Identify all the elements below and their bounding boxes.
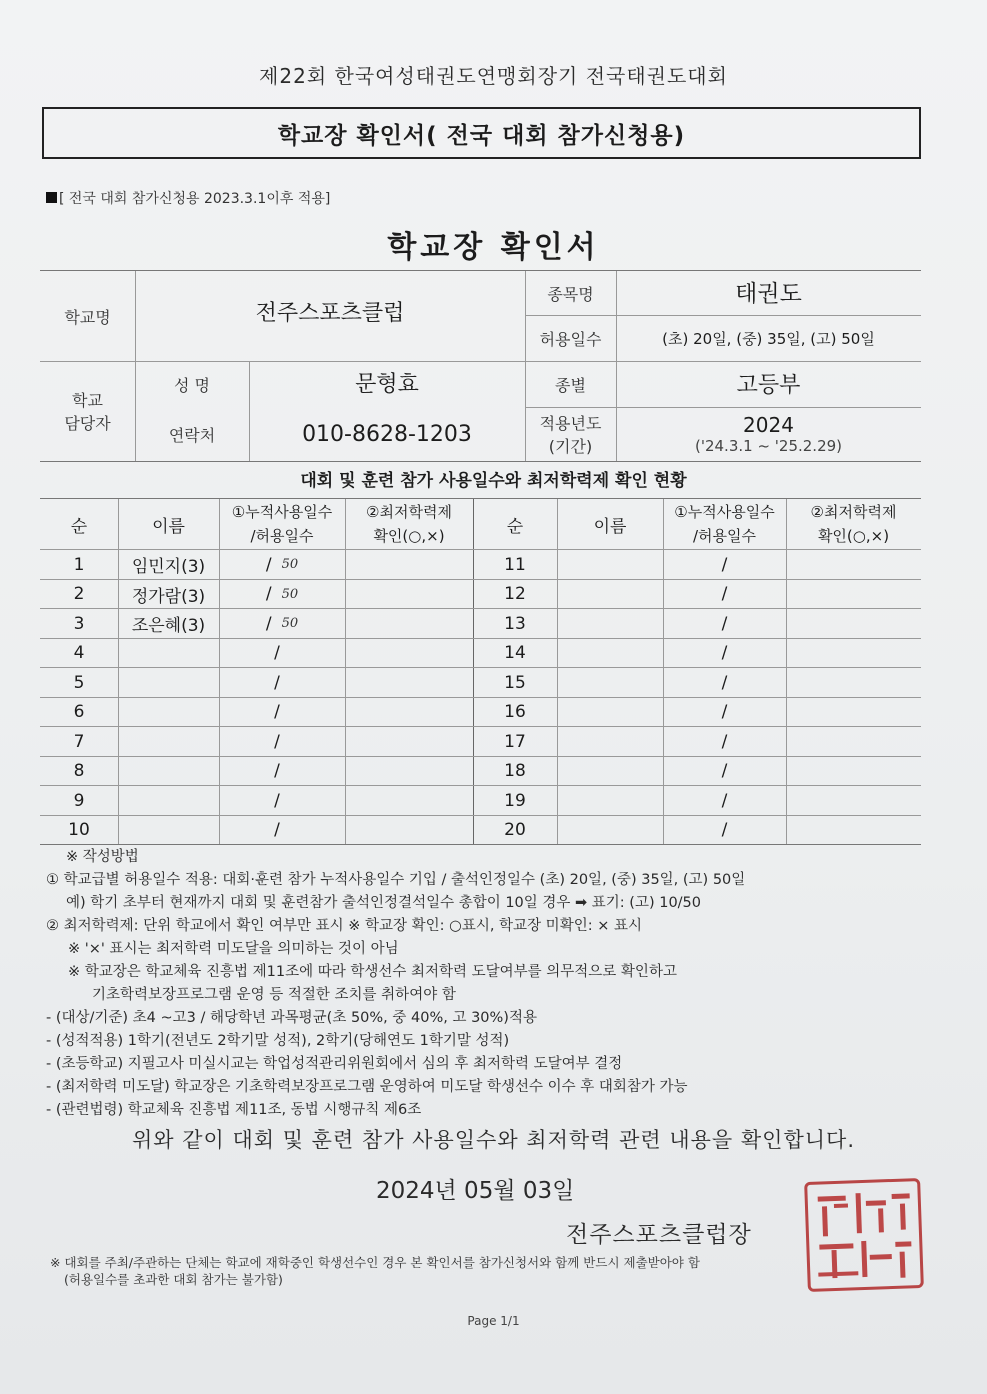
student-name	[118, 639, 219, 669]
days-cell	[219, 668, 345, 698]
form-title-box	[42, 107, 921, 159]
days-cell-text: /	[721, 554, 728, 575]
contact-label: 연락처	[168, 425, 216, 445]
row-number-text: 7	[73, 731, 85, 752]
days-cell-text: /	[274, 672, 280, 693]
year-value-period: ('24.3.1 ~ '25.2.29)	[694, 437, 843, 455]
days-cell-text: /	[274, 643, 280, 664]
year-value	[616, 407, 921, 461]
min-academic-cell	[345, 816, 473, 846]
student-name	[557, 550, 663, 580]
days-cell-text: /	[721, 702, 728, 723]
days-cell	[219, 580, 345, 610]
table-row	[40, 756, 921, 787]
event-name: 제22회 한국여성태권도연맹회장기 전국태권도대회	[259, 64, 728, 88]
table-row	[40, 815, 921, 846]
min-academic-cell	[786, 757, 921, 787]
records-heading: 대회 및 훈련 참가 사용일수와 최저학력제 확인 현황	[300, 471, 687, 491]
row-number	[473, 786, 557, 816]
note-7: - (초등학교) 지필고사 미실시교는 학업성적관리위원회에서 심의 후 최저학력 도달여부 결정	[46, 1056, 623, 1072]
row-number	[473, 727, 557, 757]
row-number	[473, 757, 557, 787]
row-number	[40, 550, 118, 580]
sport-value: 태권도	[735, 280, 802, 307]
days-cell	[663, 550, 786, 580]
student-name	[557, 816, 663, 846]
student-name	[118, 609, 219, 639]
table-row	[40, 638, 921, 669]
row-number	[40, 698, 118, 728]
min-academic-cell	[345, 639, 473, 669]
note-9: - (관련법령) 학교체육 진흥법 제11조, 동법 시행규칙 제6조	[46, 1102, 422, 1118]
row-number	[40, 786, 118, 816]
note-2: ② 최저학력제: 단위 학교에서 확인 여부만 표시 ※ 학교장 확인: ○표시, 학교장 미확인: × 표시	[46, 918, 642, 934]
min-academic-cell	[786, 550, 921, 580]
days-cell-text: /	[274, 790, 280, 811]
table-row	[40, 549, 921, 580]
days-cell	[219, 550, 345, 580]
days-cell	[663, 609, 786, 639]
days-cell-text: /	[274, 761, 280, 782]
days-cell-text: /	[265, 584, 272, 605]
min-academic-cell	[786, 727, 921, 757]
days-cell-text: /	[274, 820, 280, 841]
col-header-name-right: 이름	[593, 516, 627, 537]
confirmation-statement: 위와 같이 대회 및 훈련 참가 사용일수와 최저학력 관련 내용을 확인합니다.	[131, 1128, 855, 1152]
manager-label-line2: 담당자	[64, 414, 111, 433]
days-cell	[663, 727, 786, 757]
student-name	[118, 727, 219, 757]
note-8: - (최저학력 미도달) 학교장은 기초학력보장프로그램 운영하여 미도달 학생선수 이수 후 대회참가 가능	[46, 1079, 688, 1095]
allowed-days-value: (초) 20일, (중) 35일, (고) 50일	[662, 329, 875, 348]
days-cell-text: /	[721, 584, 728, 605]
manager-label-line1: 학교	[72, 391, 103, 410]
days-cell	[219, 639, 345, 669]
division-label: 종별	[555, 375, 586, 395]
row-number	[473, 580, 557, 610]
col-header-min-line1: ②최저학력제	[810, 503, 897, 521]
name-value: 문형효	[355, 371, 419, 397]
col-header-min-left	[345, 499, 473, 549]
notes-title: ※ 작성방법	[66, 849, 139, 865]
student-name	[118, 550, 219, 580]
row-number-text: 18	[504, 761, 526, 782]
days-cell-text: /	[274, 731, 280, 752]
note-1: ① 학교급별 허용일수 적용: 대회·훈련 참가 누적사용일수 기입 / 출석인정일수 (초) 20일, (중) 35일, (고) 50일	[46, 872, 746, 888]
student-name	[557, 698, 663, 728]
min-academic-cell	[345, 550, 473, 580]
student-name	[118, 816, 219, 846]
col-header-min-line2: 확인(○,×)	[373, 527, 445, 545]
sport-label: 종목명	[547, 284, 594, 304]
days-cell	[663, 639, 786, 669]
min-academic-cell	[786, 668, 921, 698]
col-header-days-line1: ①누적사용일수	[231, 503, 333, 521]
year-label-line2: (기간)	[548, 437, 593, 456]
row-number	[40, 757, 118, 787]
col-header-min-line2: 확인(○,×)	[817, 527, 890, 545]
row-number	[473, 668, 557, 698]
col-header-min-right	[786, 499, 921, 549]
min-academic-cell	[345, 609, 473, 639]
signer-name: 전주스포츠클럽장	[566, 1222, 752, 1248]
name-label: 성 명	[174, 375, 210, 395]
min-academic-cell	[786, 786, 921, 816]
table-row	[40, 608, 921, 639]
row-number-text: 20	[504, 820, 526, 841]
row-number-text: 16	[504, 702, 526, 723]
note-3: ※ '×' 표시는 최저학력 미도달을 의미하는 것이 아님	[68, 941, 399, 957]
student-name	[118, 698, 219, 728]
manager-label	[40, 361, 135, 461]
note-4: ※ 학교장은 학교체육 진흥법 제11조에 따라 학생선수 최저학력 도달여부를 의무적으로 확인하고	[68, 964, 677, 980]
student-name	[557, 668, 663, 698]
student-name-text: 임민지(3)	[131, 557, 206, 578]
student-name	[557, 727, 663, 757]
days-cell	[219, 727, 345, 757]
student-name	[557, 639, 663, 669]
days-cell-text: /	[274, 702, 280, 723]
footer-line-2: (허용일수를 초과한 대회 참가는 불가함)	[64, 1272, 283, 1287]
student-name-text: 정가람(3)	[131, 586, 206, 607]
row-number-text: 8	[73, 761, 85, 782]
note-5: - (대상/기준) 초4 ~고3 / 해당학년 과목평균(초 50%, 중 40%, 고 30%)적용	[46, 1010, 537, 1026]
days-cell-text: /	[721, 731, 728, 752]
days-cell-text: /	[721, 643, 728, 664]
student-name	[557, 786, 663, 816]
days-cell	[663, 816, 786, 846]
footer-note	[50, 1254, 700, 1288]
table-row	[40, 785, 921, 816]
records-table	[40, 498, 921, 845]
min-academic-cell	[786, 580, 921, 610]
days-cell	[219, 816, 345, 846]
handwritten-allowed-days: 50	[281, 586, 299, 602]
handwritten-allowed-days: 50	[281, 616, 299, 632]
usage-note	[46, 188, 330, 208]
days-cell-text: /	[721, 820, 728, 841]
row-number	[473, 816, 557, 846]
row-number-text: 13	[504, 613, 526, 634]
days-cell-text: /	[265, 554, 272, 575]
days-cell	[663, 757, 786, 787]
contact-value: 010-8628-1203	[302, 421, 472, 447]
writing-instructions	[46, 846, 745, 1122]
row-number	[473, 639, 557, 669]
col-header-days-line2: /허용일수	[692, 527, 756, 545]
days-cell	[219, 757, 345, 787]
row-number	[40, 727, 118, 757]
col-header-days-line1: ①누적사용일수	[674, 503, 775, 521]
student-name	[557, 609, 663, 639]
row-number-text: 15	[504, 672, 526, 693]
days-cell-text: /	[721, 761, 728, 782]
min-academic-cell	[345, 757, 473, 787]
row-number	[40, 639, 118, 669]
issue-date: 2024년 05월 03일	[376, 1178, 575, 1204]
days-cell	[663, 698, 786, 728]
col-header-min-line1: ②최저학력제	[366, 503, 452, 521]
min-academic-cell	[786, 698, 921, 728]
row-number-text: 5	[73, 672, 85, 693]
school-value: 전주스포츠클럽	[255, 300, 405, 326]
school-label: 학교명	[64, 307, 111, 327]
year-label	[525, 407, 616, 461]
note-4-cont: 기초학력보장프로그램 운영 등 적절한 조치를 취하여야 함	[92, 987, 456, 1003]
row-number-text: 12	[504, 584, 526, 605]
row-number-text: 2	[73, 584, 85, 605]
official-seal-stamp	[804, 1178, 924, 1292]
row-number-text: 9	[73, 790, 85, 811]
note-6: - (성적적용) 1학기(전년도 2학기말 성적), 2학기(당해연도 1학기말 성적)	[46, 1033, 510, 1049]
table-row	[40, 726, 921, 757]
min-academic-cell	[345, 580, 473, 610]
row-number	[40, 668, 118, 698]
col-header-no-left: 순	[70, 516, 88, 537]
student-name	[118, 580, 219, 610]
division-value: 고등부	[736, 372, 801, 398]
row-number	[473, 550, 557, 580]
row-number-text: 14	[504, 643, 526, 664]
min-academic-cell	[786, 816, 921, 846]
days-cell-text: /	[721, 672, 728, 693]
allowed-days-label: 허용일수	[539, 329, 602, 349]
handwritten-allowed-days: 50	[281, 557, 299, 573]
days-cell-text: /	[721, 790, 728, 811]
min-academic-cell	[345, 727, 473, 757]
min-academic-cell	[345, 668, 473, 698]
row-number	[40, 609, 118, 639]
col-header-days-line2: /허용일수	[250, 527, 314, 545]
row-number	[473, 609, 557, 639]
row-number	[40, 580, 118, 610]
student-name	[557, 757, 663, 787]
form-title: 학교장 확인서( 전국 대회 참가신청용)	[277, 122, 686, 149]
row-number-text: 6	[73, 702, 85, 723]
row-number-text: 3	[73, 613, 85, 634]
min-academic-cell	[345, 786, 473, 816]
row-number-text: 19	[504, 790, 526, 811]
table-row	[40, 697, 921, 728]
year-label-line1: 적용년도	[539, 414, 602, 433]
row-number	[473, 698, 557, 728]
table-row	[40, 579, 921, 610]
col-header-days-right	[663, 499, 786, 549]
col-header-days-left	[219, 499, 345, 549]
row-number	[40, 816, 118, 846]
days-cell	[219, 786, 345, 816]
days-cell	[663, 580, 786, 610]
student-name	[118, 668, 219, 698]
days-cell-text: /	[265, 613, 272, 634]
days-cell	[219, 698, 345, 728]
min-academic-cell	[786, 639, 921, 669]
days-cell-text: /	[721, 613, 728, 634]
table-row	[40, 667, 921, 698]
min-academic-cell	[345, 698, 473, 728]
year-value-year: 2024	[743, 413, 794, 437]
main-title: 학교장 확인서	[387, 230, 600, 265]
row-number-text: 1	[73, 554, 85, 575]
row-number-text: 4	[73, 643, 85, 664]
row-number-text: 17	[504, 731, 526, 752]
col-header-no-right: 순	[506, 516, 524, 537]
student-name	[557, 580, 663, 610]
note-1-example: 예) 학기 초부터 현재까지 대회 및 훈련참가 출석인정결석일수 총합이 10일 경우 ➡ 표기: (고) 10/50	[66, 895, 702, 911]
usage-note-text: [ 전국 대회 참가신청용 2023.3.1이후 적용]	[59, 191, 331, 207]
student-name-text: 조은혜(3)	[131, 616, 206, 637]
row-number-text: 10	[68, 820, 90, 841]
footer-line-1: ※ 대회를 주최/주관하는 단체는 학교에 재학중인 학생선수인 경우 본 확인서를 참가신청서와 함께 반드시 제출받아야 함	[50, 1255, 700, 1270]
days-cell	[663, 786, 786, 816]
student-name	[118, 786, 219, 816]
days-cell	[219, 609, 345, 639]
page-number: Page 1/1	[467, 1314, 520, 1328]
min-academic-cell	[786, 609, 921, 639]
square-bullet-icon	[46, 192, 57, 203]
student-name	[118, 757, 219, 787]
days-cell	[663, 668, 786, 698]
info-table	[40, 270, 921, 462]
col-header-name-left: 이름	[152, 516, 185, 537]
row-number-text: 11	[504, 554, 526, 575]
